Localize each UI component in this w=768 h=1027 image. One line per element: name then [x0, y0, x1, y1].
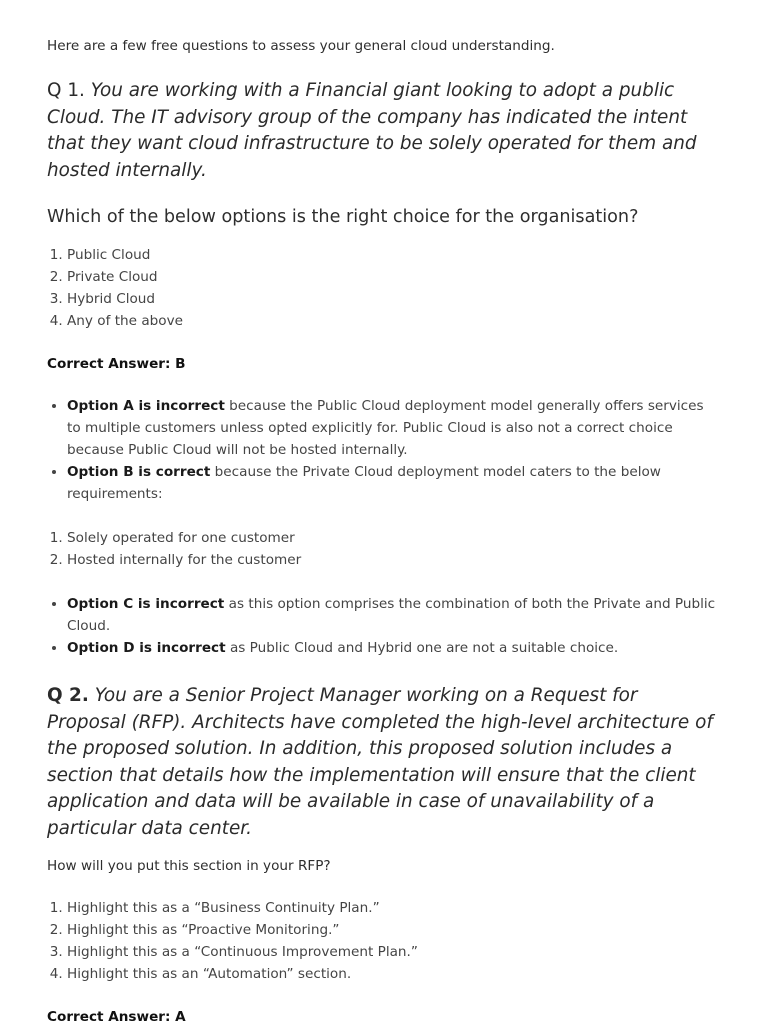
question-2-text: You are a Senior Project Manager working on a Request for Proposal (RFP). Architects have completed the high-level architecture of the proposed solution. In addition, this proposed solution includes a section that details how the implementation will ensure that the client application and data will be available in case of unavailability of a particular data center. — [47, 685, 713, 839]
question-1-answer: Correct Answer: B — [47, 356, 186, 372]
explanation-text: as Public Cloud and Hybrid one are not a suitable choice. — [225, 640, 619, 656]
question-2-prompt: How will you put this section in your RFP? — [47, 858, 331, 874]
explanation-lead: Option C is incorrect — [67, 596, 225, 612]
option-item: 1. Public Cloud — [67, 244, 721, 266]
question-1-prompt: Which of the below options is the right choice for the organisation? — [47, 207, 639, 227]
explanation-lead: Option A is incorrect — [67, 398, 225, 414]
option-item: 3. Highlight this as a “Continuous Improvement Plan.” — [67, 941, 721, 963]
option-item: 3. Hybrid Cloud — [67, 288, 721, 310]
question-1-requirements — [47, 527, 721, 571]
option-item: 4. Highlight this as an “Automation” section. — [67, 963, 721, 985]
question-1-text: You are working with a Financial giant looking to adopt a public Cloud. The IT advisory group of the company has indicated the intent that they want cloud infrastructure to be solely operated for them and hosted internally. — [47, 80, 697, 181]
question-1-options — [47, 244, 721, 332]
question-1-explanations — [47, 395, 721, 505]
explanation-item — [67, 593, 721, 637]
explanation-lead: Option B is correct — [67, 464, 211, 480]
explanation-item — [67, 637, 721, 659]
explanation-text: because the Public Cloud deployment model generally offers services to multiple customers unless opted explicitly for. Public Cloud is also not a correct choice because Public Cloud will not be hosted internally. — [67, 398, 704, 458]
question-2-answer: Correct Answer: A — [47, 1009, 186, 1025]
explanation-item — [67, 461, 721, 505]
question-1-explanations-2 — [47, 593, 721, 659]
explanation-text: because the Private Cloud deployment model caters to the below requirements: — [67, 464, 661, 502]
explanation-lead: Option D is incorrect — [67, 640, 226, 656]
question-1 — [47, 78, 721, 184]
question-2-options — [47, 897, 721, 985]
requirement-item: 2. Hosted internally for the customer — [67, 549, 721, 571]
requirement-item: 1. Solely operated for one customer — [67, 527, 721, 549]
intro-text: Here are a few free questions to assess your general cloud understanding. — [47, 38, 555, 54]
option-item: 2. Private Cloud — [67, 266, 721, 288]
explanation-text: as this option comprises the combination of both the Private and Public Cloud. — [67, 596, 716, 634]
option-item: 2. Highlight this as “Proactive Monitoring.” — [67, 919, 721, 941]
option-item: 4. Any of the above — [67, 310, 721, 332]
option-item: 1. Highlight this as a “Business Continuity Plan.” — [67, 897, 721, 919]
question-2 — [47, 683, 721, 842]
question-2-number: Q 2. — [47, 685, 89, 706]
question-1-number: Q 1. — [47, 80, 85, 101]
explanation-item — [67, 395, 721, 461]
